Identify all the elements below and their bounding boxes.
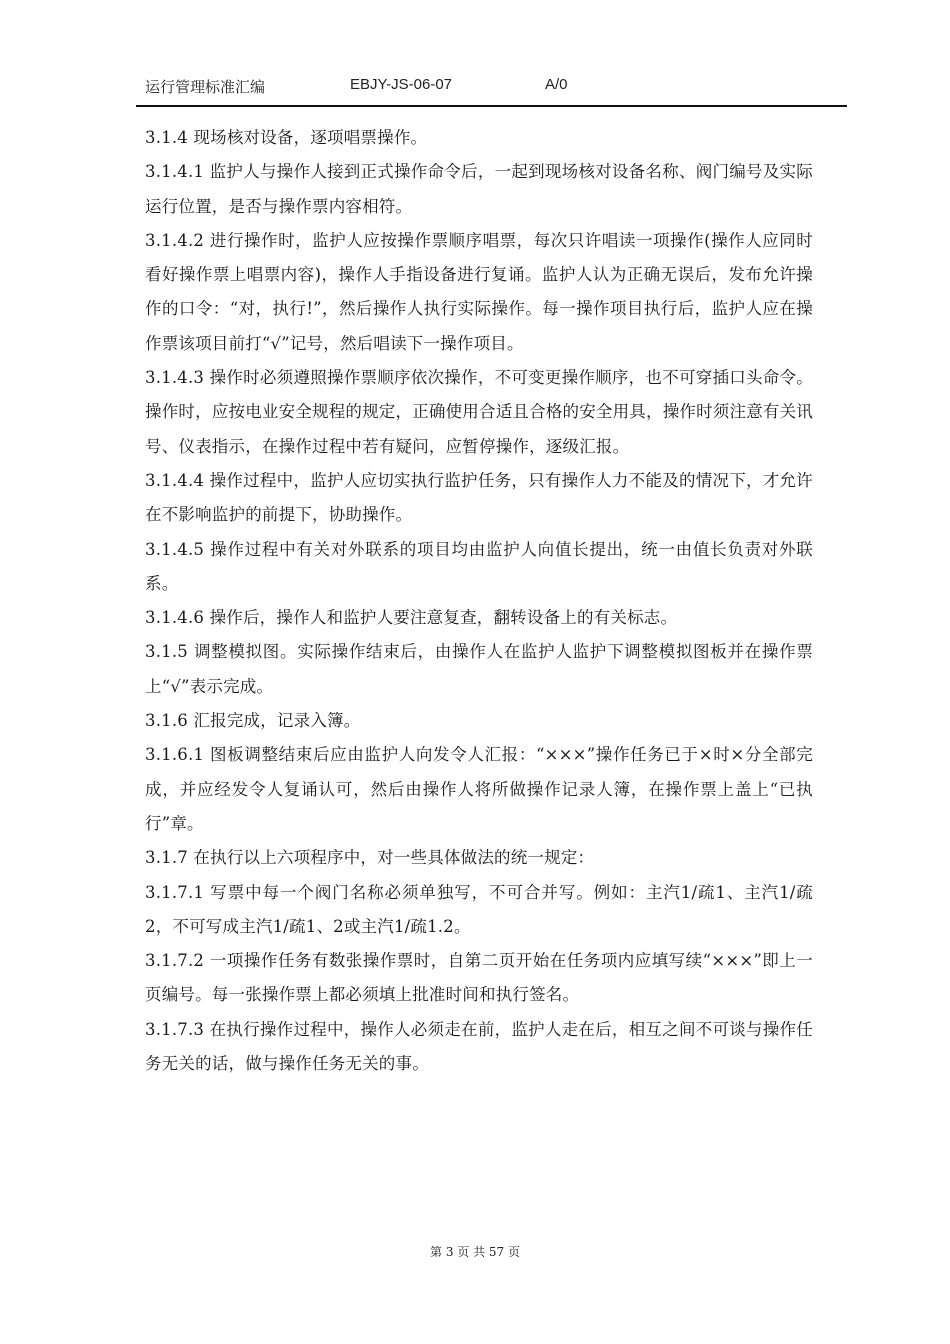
page-header: [145, 76, 845, 100]
paragraph-3-1-4-5: 3.1.4.5 操作过程中有关对外联系的项目均由监护人向值长提出，统一由值长负责对外联系。: [145, 539, 813, 593]
header-title: 运行管理标准汇编: [145, 79, 266, 96]
paragraph-3-1-5: 3.1.5 调整模拟图。实际操作结束后，由操作人在监护人监护下调整模拟图板并在操作票上“√”表示完成。: [145, 642, 813, 696]
revision-label: A/0: [545, 76, 568, 93]
paragraph-3-1-7: 3.1.7 在执行以上六项程序中，对一些具体做法的统一规定：: [145, 848, 595, 868]
paragraph-3-1-6: 3.1.6 汇报完成，记录入簿。: [145, 711, 361, 731]
paragraph-3-1-7-3: 3.1.7.3 在执行操作过程中，操作人必须走在前，监护人走在后，相互之间不可谈与操作任务无关的话，做与操作任务无关的事。: [145, 1019, 813, 1074]
paragraph-3-1-7-2: 3.1.7.2 一项操作任务有数张操作票时，自第二页开始在任务项内应填写续“×××”即上一页编号。每一张操作票上都必须填上批准时间和执行签名。: [145, 951, 813, 1005]
paragraph-3-1-6-1: 3.1.6.1 图板调整结束后应由监护人向发令人汇报：“×××”操作任务已于×时×分全部完成，并应经发令人复诵认可，然后由操作人将所做操作记录人簿，在操作票上盖上“已执行”章。: [145, 745, 813, 833]
paragraph-3-1-4-4: 3.1.4.4 操作过程中，监护人应切实执行监护任务，只有操作人力不能及的情况下，才允许在不影响监护的前提下，协助操作。: [145, 470, 813, 525]
paragraph-3-1-4-6: 3.1.4.6 操作后，操作人和监护人要注意复查，翻转设备上的有关标志。: [145, 608, 678, 628]
paragraph-3-1-7-1: 3.1.7.1 写票中每一个阀门名称必须单独写，不可合并写。例如：主汽1/疏1、主汽1/疏2，不可写成主汽1/疏1、2或主汽1/疏1.2。: [145, 882, 813, 936]
document-code: EBJY-JS-06-07: [350, 76, 452, 93]
document-body: [145, 121, 813, 1081]
paragraph-3-1-4-2: 3.1.4.2 进行操作时，监护人应按操作票顺序唱票，每次只许唱读一项操作(操作人应同时看好操作票上唱票内容)，操作人手指设备进行复诵。监护人认为正确无误后，发布允许操作的口令：“对，执行!”，然后操作人执行实际操作。每一操作项目执行后，监护人应在操作票该项目前打“√”记号，然后唱读下一操作项目。: [145, 230, 813, 353]
paragraph-3-1-4: 3.1.4 现场核对设备，逐项唱票操作。: [145, 128, 428, 147]
page-number: 第 3 页 共 57 页: [430, 1245, 520, 1259]
paragraph-3-1-4-1: 3.1.4.1 监护人与操作人接到正式操作命令后，一起到现场核对设备名称、阀门编号及实际运行位置，是否与操作票内容相符。: [145, 162, 813, 216]
header-rule: [136, 105, 847, 107]
paragraph-3-1-4-3: 3.1.4.3 操作时必须遵照操作票顺序依次操作，不可变更操作顺序，也不可穿插口头命令。操作时，应按电业安全规程的规定，正确使用合适且合格的安全用具，操作时须注意有关讯号、仪表指示，在操作过程中若有疑问，应暂停操作，逐级汇报。: [145, 368, 813, 456]
